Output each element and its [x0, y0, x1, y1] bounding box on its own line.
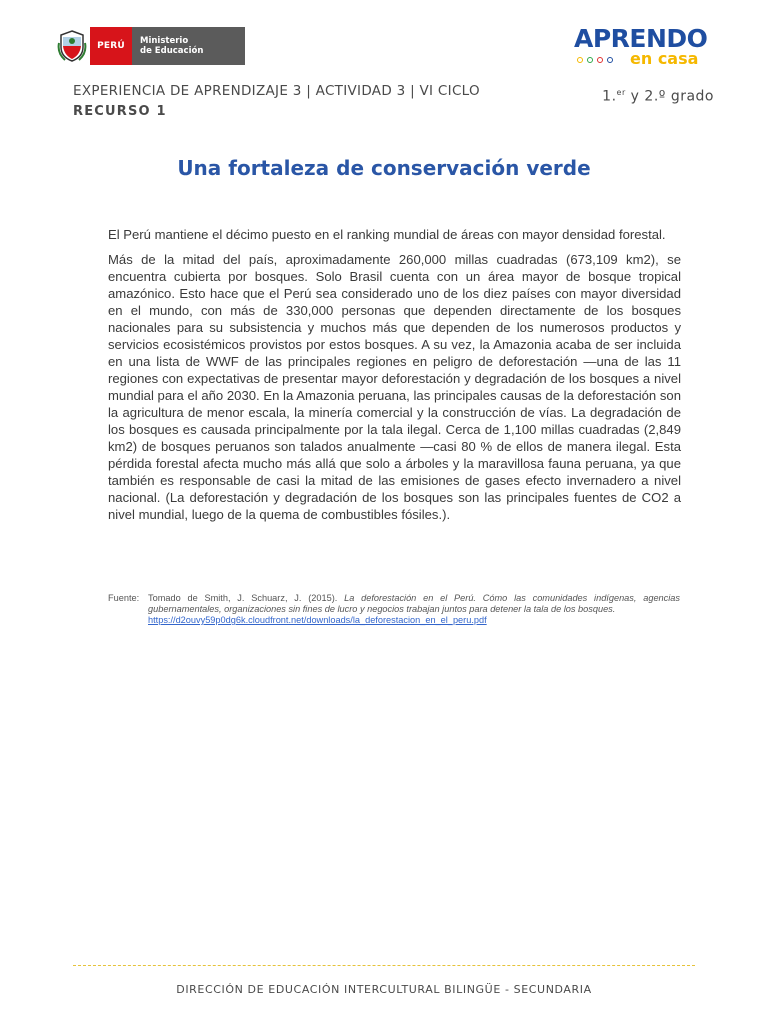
minedu-logo	[54, 27, 245, 65]
grade-rest: y 2.º grado	[625, 88, 714, 105]
ministerio-label	[132, 27, 245, 65]
dot-icon	[587, 57, 593, 63]
source-label: Fuente:	[108, 593, 140, 603]
peru-label: PERÚ	[90, 27, 132, 65]
dot-icon	[577, 57, 583, 63]
page-title: Una fortaleza de conservación verde	[177, 156, 591, 180]
paragraph: El Perú mantiene el décimo puesto en el ranking mundial de áreas con mayor densidad forestal.	[108, 227, 666, 242]
grade-first-sup: er	[616, 88, 626, 97]
aprendo-dots	[577, 57, 613, 63]
aprendo-subtitle: en casa	[630, 49, 699, 68]
aprendo-title: APRENDO	[574, 24, 708, 53]
source-text	[148, 593, 680, 626]
experience-line: EXPERIENCIA DE APRENDIZAJE 3 | ACTIVIDAD 3 | VI CICLO	[73, 83, 480, 99]
grade-label	[602, 88, 714, 105]
aprendo-en-casa-logo	[574, 26, 716, 70]
grade-first: 1.	[602, 88, 617, 105]
body-text	[108, 226, 681, 531]
resource-label: RECURSO 1	[73, 104, 167, 119]
paragraph: Más de la mitad del país, aproximadamente 260,000 millas cuadradas (673,109 km2), se encuentra cubierta por bosques. Solo Brasil cuenta con un área mayor de bosque tropical amazónico. Esto hace que el Perú sea considerado uno de los diez países con mayor diversidad en el mundo, con más de 330,000 personas que dependen directamente de los bosques nacionales para su subsistencia y muchos más que dependen de los numerosos productos y servicios ecosistémicos provistos por estos bosques. A su vez, la Amazonia acaba de ser incluida en una lista de WWF de las principales regiones en peligro de deforestación —una de las 11 regiones con expectativas de presentar mayor deforestación y degradación de los bosques a nivel mundial para el año 2030. En la Amazonia peruana, las principales causas de la deforestación son la agricultura de menor escala, la minería comercial y la construcción de vías. La degradación de los bosques es causada principalmente por la tala ilegal. Cerca de 1,100 millas cuadradas (2,849 km2) de bosques peruanos son talados anualmente —casi 80 % de ellos de manera ilegal. Esta pérdida forestal afecta mucho más allá que solo a árboles y la maravillosa fauna peruana, ya que también es responsable de casi la mitad de las emisiones de gases efecto invernadero a nivel nacional. (La deforestación y degradación de los bosques son las principales fuentes de CO2 a nivel mundial, luego de la quema de combustibles fósiles.).	[108, 252, 681, 522]
dot-icon	[607, 57, 613, 63]
source-citation	[108, 593, 680, 626]
source-link[interactable]: https://d2ouvy59p0dg6k.cloudfront.net/downloads/la_deforestacion_en_el_peru.pdf	[148, 615, 487, 625]
footer-divider	[73, 965, 695, 966]
ministerio-line1: Ministerio	[140, 36, 189, 46]
source-authors: Tomado de Smith, J. Schuarz, J. (2015).	[148, 593, 345, 603]
ministerio-line2: de Educación	[140, 46, 204, 56]
dot-icon	[597, 57, 603, 63]
footer-text: DIRECCIÓN DE EDUCACIÓN INTERCULTURAL BILINGÜE - SECUNDARIA	[176, 983, 592, 996]
source-title: La deforestación en el Perú. Cómo las comunidades indígenas, agencias gubernamentales, organizaciones sin fines de lucro y negocios trabajan juntos para detener la tala de los bosques.	[148, 593, 681, 614]
coat-of-arms-icon	[54, 27, 90, 65]
